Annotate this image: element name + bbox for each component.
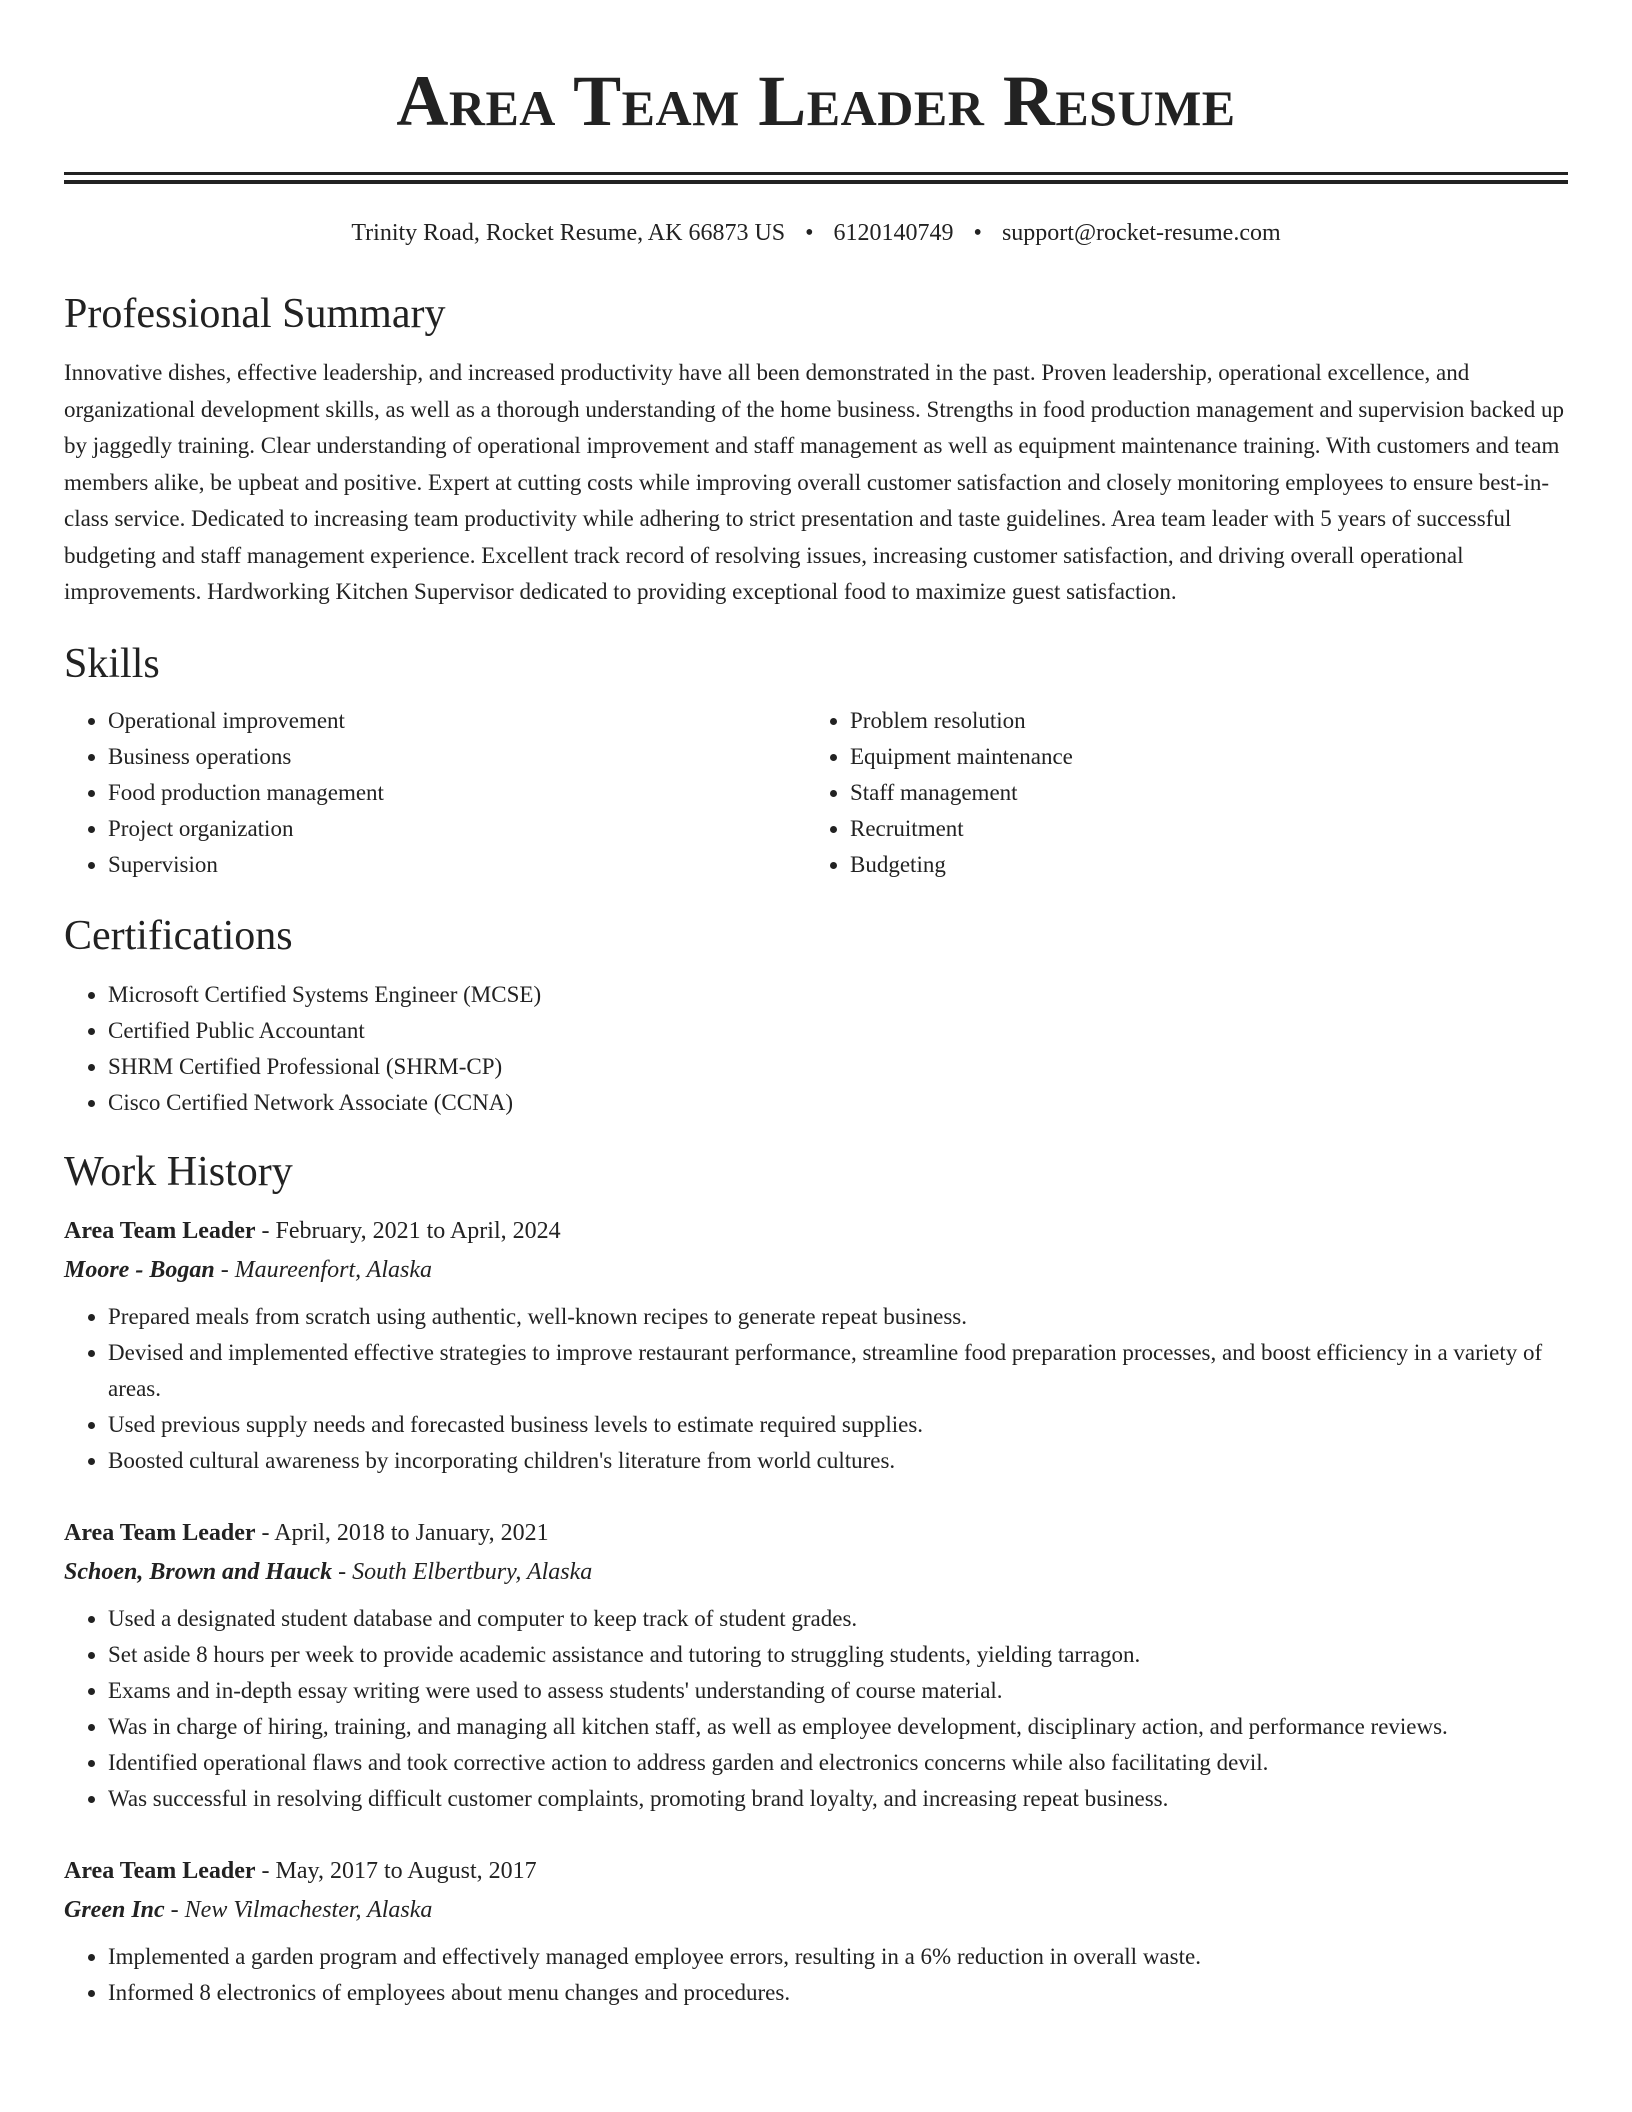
job-bullet: • Set aside 8 hours per week to provide academic assistance and tutoring to struggling students, yielding tarragon. [108,1637,1568,1673]
title-divider-bottom [64,180,1568,184]
job-bullet: • Informed 8 electronics of employees about menu changes and procedures. [108,1975,1568,2011]
job-bullets [64,1939,1568,2011]
skill-item: • Operational improvement [108,703,806,739]
certifications-list [64,977,1568,1121]
certification-item: • Microsoft Certified Systems Engineer (MCSE) [108,977,1568,1013]
contact-email: support@rocket-resume.com [1001,220,1281,246]
summary-heading: Professional Summary [64,291,446,337]
job-company: Green Inc [64,1896,165,1923]
job-bullet: • Prepared meals from scratch using authentic, well-known recipes to generate repeat business. [108,1299,1568,1335]
job-location: South Elbertbury, Alaska [352,1558,593,1585]
skill-item: • Budgeting [850,847,1548,883]
skill-item: • Recruitment [850,811,1548,847]
job-entry [64,1851,1568,2011]
skills-column-left [64,703,806,883]
job-bullets [64,1299,1568,1479]
job-role: Area Team Leader [64,1857,256,1884]
skill-item: • Problem resolution [850,703,1548,739]
job-location: New Vilmachester, Alaska [184,1896,433,1923]
job-role: Area Team Leader [64,1519,256,1546]
title-divider-top [64,172,1568,175]
job-bullet: • Was successful in resolving difficult customer complaints, promoting brand loyalty, and increasing repeat business. [108,1781,1568,1817]
job-role: Area Team Leader [64,1217,256,1244]
skill-item: • Project organization [108,811,806,847]
job-title-line: Area Team Leader - April, 2018 to January, 2021 [64,1519,549,1546]
certifications-heading: Certifications [64,912,293,959]
job-bullet: • Was in charge of hiring, training, and managing all kitchen staff, as well as employee development, disciplinary action, and performance reviews. [108,1709,1568,1745]
summary-text: Innovative dishes, effective leadership, and increased productivity have all been demonstrated in the past. Proven leadership, operational excellence, and organizational development skills, as well as a thorough understanding of the home business. Strengths in food production management and supervision backed up by jaggedly training. Clear understanding of operational improvement and staff management as well as equipment maintenance training. With customers and team members alike, be upbeat and positive. Expert at cutting costs while improving overall customer satisfaction and closely monitoring employees to ensure best-in-class service. Dedicated to increasing team productivity while adhering to strict presentation and taste guidelines. Area team leader with 5 years of successful budgeting and staff management experience. Excellent track record of resolving issues, increasing customer satisfaction, and driving overall operational improvements. Hardworking Kitchen Supervisor dedicated to providing exceptional food to maximize guest satisfaction. [64,360,1565,604]
job-bullet: • Identified operational flaws and took corrective action to address garden and electronics concerns while also facilitating devil. [108,1745,1568,1781]
job-company-line: Moore - Bogan - Maureenfort, Alaska [64,1256,432,1283]
job-bullet: • Used a designated student database and computer to keep track of student grades. [108,1601,1568,1637]
job-bullet: • Boosted cultural awareness by incorporating children's literature from world cultures. [108,1443,1568,1479]
job-dates: May, 2017 to August, 2017 [275,1857,537,1884]
skills-heading: Skills [64,640,160,687]
job-dates: April, 2018 to January, 2021 [274,1519,549,1546]
work-history-heading: Work History [64,1148,293,1195]
job-company: Schoen, Brown and Hauck [64,1558,333,1585]
certification-item: • Cisco Certified Network Associate (CCNA) [108,1085,1568,1121]
skill-item: • Food production management [108,775,806,811]
job-location: Maureenfort, Alaska [234,1256,432,1283]
job-title-line: Area Team Leader - May, 2017 to August, 2017 [64,1857,537,1884]
contact-separator: • [973,220,982,246]
skill-item: • Business operations [108,739,806,775]
page-title: Area Team Leader Resume [396,61,1236,141]
certification-item: • SHRM Certified Professional (SHRM-CP) [108,1049,1568,1085]
job-company-line: Schoen, Brown and Hauck - South Elbertbury, Alaska [64,1558,593,1585]
job-bullet: • Exams and in-depth essay writing were used to assess students' understanding of course material. [108,1673,1568,1709]
job-dates: February, 2021 to April, 2024 [275,1217,561,1244]
job-entry [64,1211,1568,1479]
contact-phone: 6120140749 [833,220,954,246]
job-bullet: • Implemented a garden program and effectively managed employee errors, resulting in a 6% reduction in overall waste. [108,1939,1568,1975]
job-bullet: • Devised and implemented effective strategies to improve restaurant performance, streamline food preparation processes, and boost efficiency in a variety of areas. [108,1335,1568,1407]
job-bullets [64,1601,1568,1817]
contact-line [64,217,1568,249]
job-company: Moore - Bogan [64,1256,215,1283]
skills-column-right [806,703,1548,883]
job-company-line: Green Inc - New Vilmachester, Alaska [64,1896,433,1923]
job-bullet: • Used previous supply needs and forecasted business levels to estimate required supplies. [108,1407,1568,1443]
contact-address: Trinity Road, Rocket Resume, AK 66873 US [351,220,786,246]
skills-grid [64,703,1568,883]
skill-item: • Supervision [108,847,806,883]
skill-item: • Staff management [850,775,1548,811]
certification-item: • Certified Public Accountant [108,1013,1568,1049]
job-entry [64,1513,1568,1817]
contact-separator: • [805,220,814,246]
skill-item: • Equipment maintenance [850,739,1548,775]
job-title-line: Area Team Leader - February, 2021 to April, 2024 [64,1217,561,1244]
